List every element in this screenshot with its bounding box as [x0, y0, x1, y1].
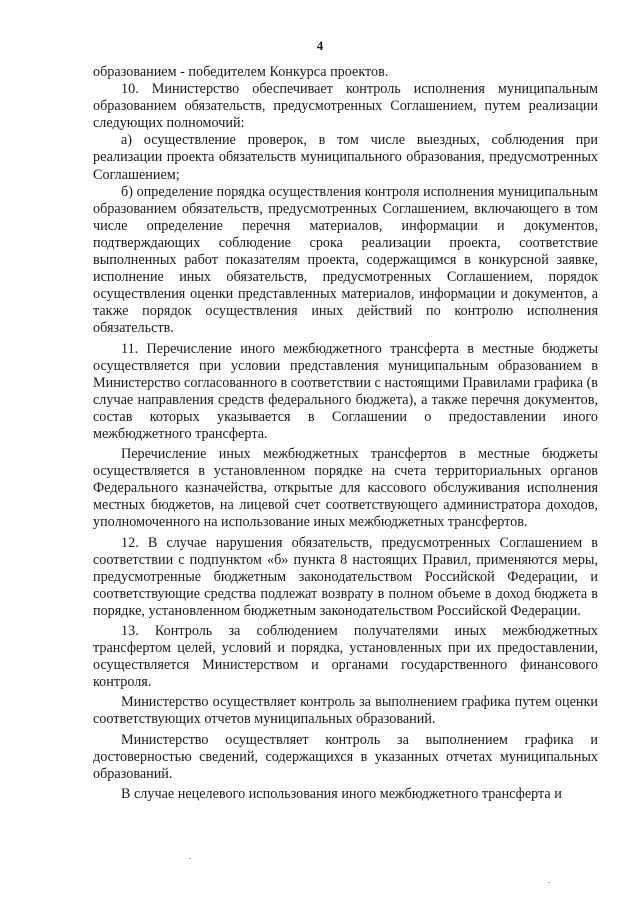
- paragraph-subitem-a: а) осуществление проверок, в том числе выездных, соблюдения при реализации проекта обязательств муниципального образования, предусмотренных Соглашением;: [93, 132, 598, 183]
- paragraph-item-12: 12. В случае нарушения обязательств, предусмотренных Соглашением в соответствии с подпунктом «б» пункта 8 настоящих Правил, применяются меры, предусмотренные бюджетным законодательством Российской Федерации, и соответствующие средства подлежат возврату в полном объеме в доход бюджета в порядке, установленном бюджетным законодательством Российской Федерации.: [93, 534, 598, 619]
- paragraph-item-11: 11. Перечисление иного межбюджетного трансферта в местные бюджеты осуществляется при условии представления муниципальным образованием в Министерство согласованного в соответствии с настоящими Правилами графика (в случае направления средств федерального бюджета), а также перечня документов, состав которых указывается в Соглашении о предоставлении иного межбюджетного трансферта.: [93, 340, 598, 442]
- paragraph-item-13: 13. Контроль за соблюдением получателями иных межбюджетных трансфертом целей, условий и порядка, установленных при их предоставлении, осуществляется Министерством и органами государственного финансового контроля.: [93, 623, 598, 691]
- paragraph-schedule-reliability: Министерство осуществляет контроль за выполнением графика и достоверностью сведений, содержащихся в указанных отчетах муниципальных образований.: [93, 731, 598, 782]
- document-body: [93, 64, 598, 803]
- paragraph-item-10: 10. Министерство обеспечивает контроль исполнения муниципальным образованием обязательств, предусмотренных Соглашением, путем реализации следующих полномочий:: [93, 81, 598, 132]
- scan-speck: [189, 858, 191, 859]
- paragraph-misuse: В случае нецелевого использования иного межбюджетного трансферта и: [121, 785, 562, 802]
- page-number: 4: [316, 38, 324, 53]
- paragraph-transfer-procedure: Перечисление иных межбюджетных трансфертов в местные бюджеты осуществляется в установленном порядке на счета территориальных органов Федерального казначейства, открытые для кассового обслуживания исполнения местных бюджетов, на лицевой счет соответствующего администратора доходов, уполномоченного на использование иных межбюджетных трансфертов.: [93, 446, 598, 531]
- paragraph-subitem-b: б) определение порядка осуществления контроля исполнения муниципальным образованием обязательств, предусмотренных Соглашением, включающего в том числе определение перечня материалов, информации и документов, подтверждающих соблюдение срока реализации проекта, соответствие выполненных работ показателям проекта, содержащимся в конкурсной заявке, исполнение иных обязательств, предусмотренных Соглашением, порядок осуществления оценки представленных материалов, информации и документов, а также порядок осуществления иных действий по контролю исполнения обязательств.: [93, 183, 598, 337]
- paragraph-schedule-control: Министерство осуществляет контроль за выполнением графика путем оценки соответствующих отчетов муниципальных образований.: [93, 694, 598, 728]
- scan-speck: [548, 882, 550, 883]
- paragraph-continuation: образованием - победителем Конкурса проектов.: [93, 64, 389, 80]
